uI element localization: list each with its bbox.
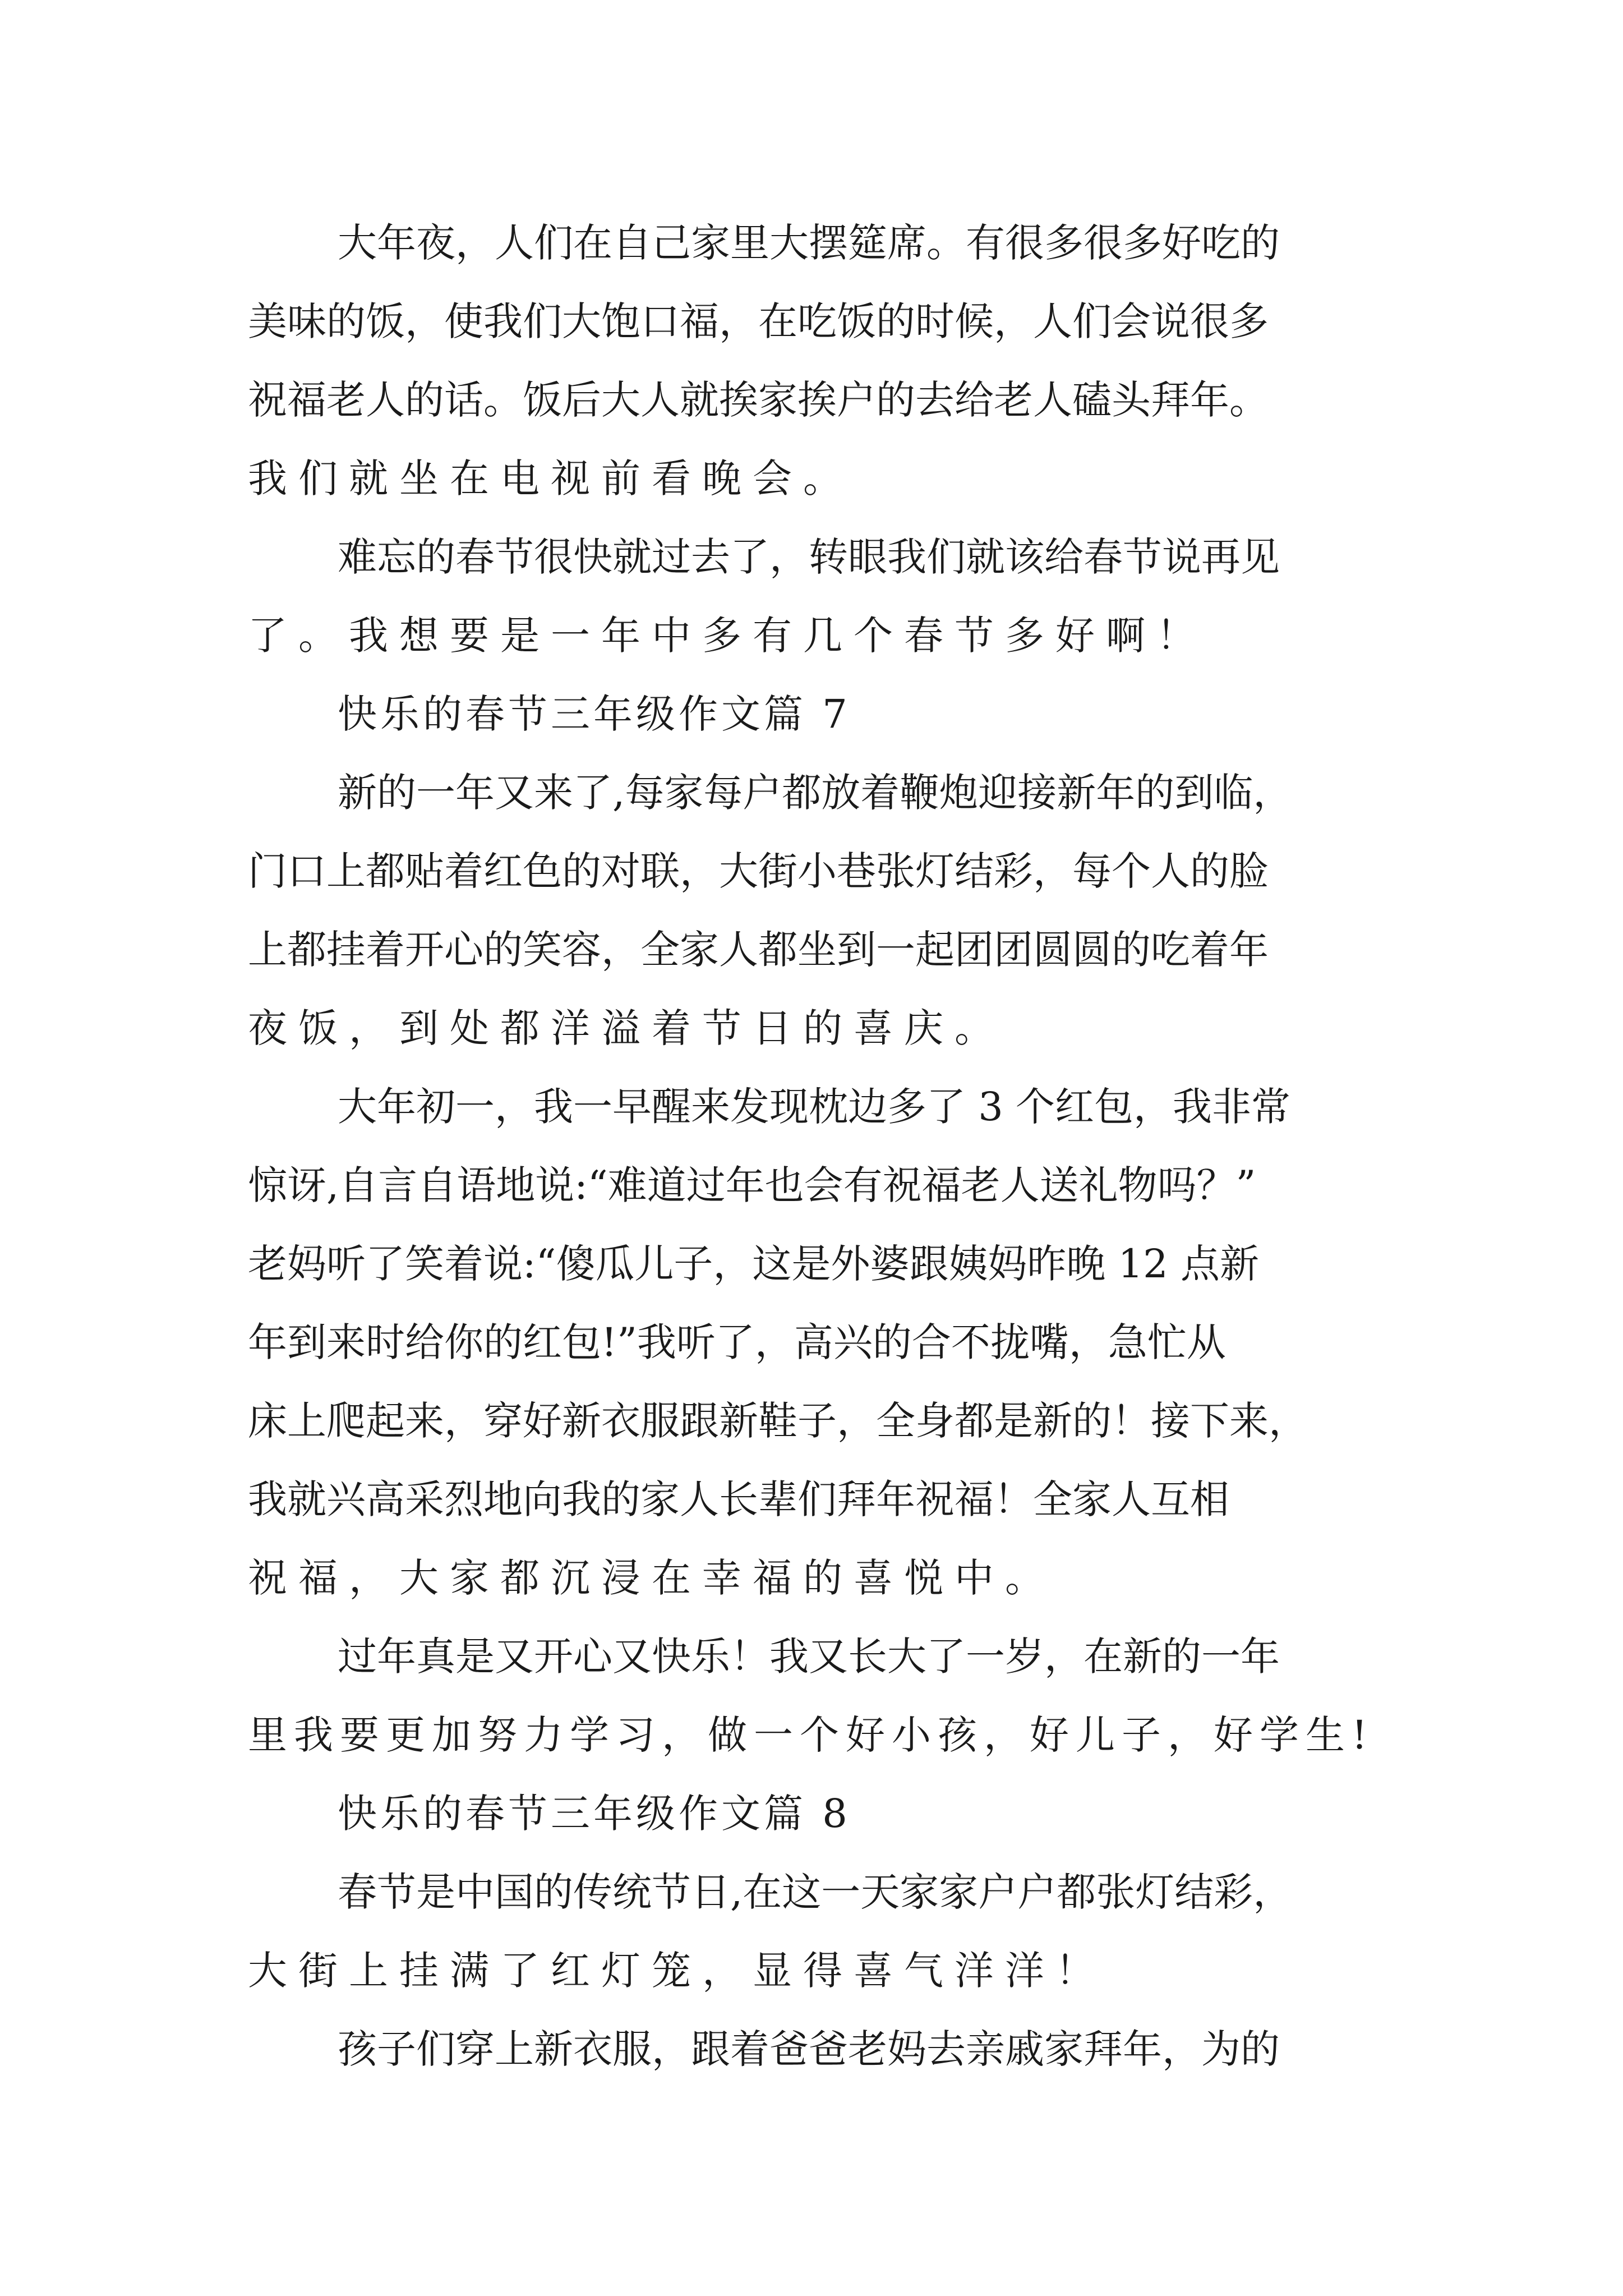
- text-line: 大年夜，人们在自己家里大摆筵席。有很多很多好吃的: [338, 220, 1280, 266]
- text-line: 我们就坐在电视前看晚会。: [248, 455, 854, 501]
- text-line: 春节是中国的传统节日,在这一天家家户户都张灯结彩，: [338, 1869, 1293, 1915]
- text-line: 我就兴高采烈地向我的家人长辈们拜年祝福！全家人互相: [248, 1476, 1229, 1522]
- text-line: 大街上挂满了红灯笼，显得喜气洋洋！: [248, 1948, 1106, 1994]
- text-line: 祝福老人的话。饭后大人就挨家挨户的去给老人磕头拜年。: [248, 377, 1269, 423]
- text-line: 难忘的春节很快就过去了，转眼我们就该给春节说再见: [338, 534, 1280, 580]
- text-line: 美味的饭，使我们大饱口福，在吃饭的时候，人们会说很多: [248, 298, 1269, 344]
- text-line: 老妈听了笑着说:“傻瓜儿子，这是外婆跟姨妈昨晚 12 点新: [248, 1241, 1259, 1287]
- text-line: 了。我想要是一年中多有几个春节多好啊！: [248, 613, 1207, 659]
- text-line: 门口上都贴着红色的对联，大街小巷张灯结彩，每个人的脸: [248, 848, 1269, 894]
- text-line: 孩子们穿上新衣服，跟着爸爸老妈去亲戚家拜年，为的: [338, 2026, 1280, 2072]
- text-line: 床上爬起来，穿好新衣服跟新鞋子，全身都是新的！接下来，: [248, 1398, 1308, 1444]
- text-line: 过年真是又开心又快乐！我又长大了一岁，在新的一年: [338, 1634, 1280, 1680]
- section-heading: 快乐的春节三年级作文篇 8: [338, 1791, 851, 1837]
- text-line: 上都挂着开心的笑容，全家人都坐到一起团团圆圆的吃着年: [248, 927, 1269, 973]
- text-line: 惊讶,自言自语地说:“难道过年也会有祝福老人送礼物吗？”: [248, 1162, 1256, 1208]
- text-line: 祝福，大家都沉浸在幸福的喜悦中。: [248, 1555, 1055, 1601]
- text-line: 夜饭，到处都洋溢着节日的喜庆。: [248, 1005, 1005, 1051]
- section-heading: 快乐的春节三年级作文篇 7: [338, 691, 851, 737]
- text-line: 里我要更加努力学习，做一个好小孩，好儿子，好学生!: [248, 1712, 1375, 1758]
- text-line: 大年初一，我一早醒来发现枕边多了 3 个红包，我非常: [338, 1084, 1291, 1130]
- text-line: 年到来时给你的红包!”我听了，高兴的合不拢嘴，急忙从: [248, 1319, 1226, 1365]
- text-line: 新的一年又来了,每家每户都放着鞭炮迎接新年的到临，: [338, 770, 1293, 816]
